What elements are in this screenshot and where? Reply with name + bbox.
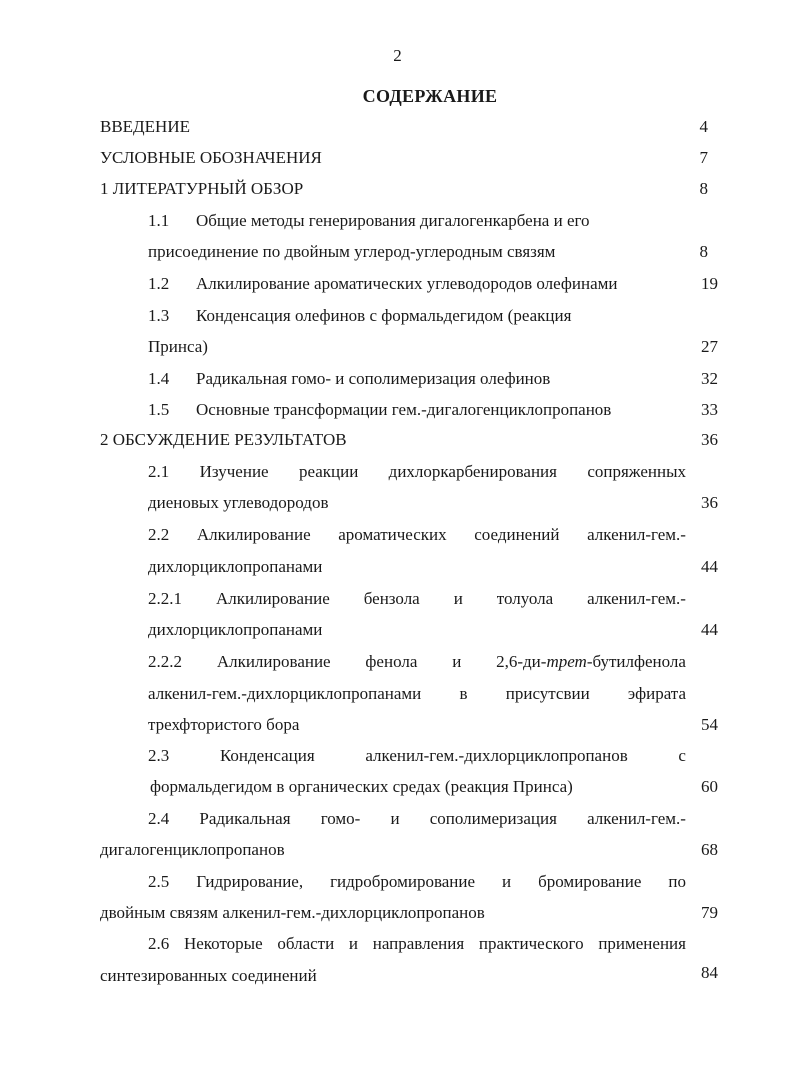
word: применения [598,934,686,953]
toc-entry-page: 19 [701,274,718,293]
toc-entry-number: 1.1 [148,211,170,230]
toc-entry-text-cont: присоединение по двойным углерод-углеродным связям [148,242,556,261]
word: дихлоркарбенирования [388,462,557,481]
toc-entry-page: 27 [701,337,718,356]
word: Гидрирование, [196,872,304,891]
word: алкенил-гем.-дихлорциклопропанов [365,746,628,765]
toc-entry-page: 68 [701,840,718,859]
toc-entry-number: 1.4 [148,369,170,388]
toc-entry-text [148,524,686,546]
toc-entry-page: 36 [701,430,718,449]
word: и [390,809,400,828]
word: бензола [363,589,420,608]
word: 2.2.1 [148,589,182,608]
word-part: 2,6-ди- [496,652,547,671]
word: практического [478,934,584,953]
toc-entry-text-cont: Принса) [148,337,208,356]
word: алкенил-гем.- [587,809,686,828]
word: направления [372,934,465,953]
word: алкенил-гем.-дихлорциклопропанами [148,684,422,703]
word: и [502,872,512,891]
toc-entry-text: ВВЕДЕНИЕ [100,117,190,136]
toc-entry-text [148,933,686,955]
word: Алкилирование [215,589,330,608]
toc-entry-text: Основные трансформации гем.-дигалогенциклопропанов [196,400,612,419]
toc-entry-text: Алкилирование ароматических углеводородов олефинами [196,274,618,293]
toc-entry-number: 1.2 [148,274,170,293]
word: в [459,684,468,703]
toc-entry-page: 8 [699,179,708,198]
toc-entry-text-cont: диеновых углеводородов [148,493,329,512]
toc-entry-text [148,461,686,483]
toc-entry-page: 4 [699,117,708,136]
toc-entry-page: 36 [701,493,718,512]
word: реакции [298,462,359,481]
word: 2.6 [148,934,170,953]
toc-entry-text-cont: дигалогенциклопропанов [100,840,285,859]
word: по [668,872,686,891]
toc-entry-page: 60 [701,777,718,796]
toc-entry-text: 1 ЛИТЕРАТУРНЫЙ ОБЗОР [100,179,304,198]
page-number: 2 [393,46,402,65]
toc-entry-text-cont: формальдегидом в органических средах (реакция Принса) [150,777,573,796]
word: бромирование [538,872,642,891]
toc-entry-text: УСЛОВНЫЕ ОБОЗНАЧЕНИЯ [100,148,322,167]
toc-entry-text [148,745,686,767]
word: эфирата [627,684,686,703]
toc-entry-text-cont: трехфтористого бора [148,715,300,734]
word: Изучение [199,462,269,481]
word: сополимеризация [429,809,557,828]
word: Радикальная [199,809,291,828]
toc-entry-text: Общие методы генерирования дигалогенкарбена и его [196,211,590,230]
word: ароматических [338,525,447,544]
word: Алкилирование [196,525,311,544]
toc-entry-page: 8 [699,242,708,261]
word: и [452,652,462,671]
word: 2.1 [148,462,170,481]
italic-term: трет [546,652,587,671]
toc-entry-text-cont: синтезированных соединений [100,966,317,985]
toc-entry-page: 33 [701,400,718,419]
toc-entry-number: 1.3 [148,306,170,325]
toc-entry-text [148,588,686,610]
word: 2.2 [148,525,170,544]
word: соединений [474,525,560,544]
toc-entry-page: 84 [701,963,718,982]
word: присутсвии [505,684,590,703]
toc-entry-text [148,808,686,830]
toc-entry-text [148,651,686,673]
toc-entry-number: 1.5 [148,400,170,419]
word: 2.2.2 [148,652,182,671]
word: и [453,589,463,608]
toc-entry-text-cont: дихлорциклопропанами [148,620,323,639]
toc-entry-text-cont [148,683,686,705]
toc-entry-page: 79 [701,903,718,922]
toc-entry-page: 54 [701,715,718,734]
word: толуола [496,589,554,608]
toc-entry-page: 32 [701,369,718,388]
word: алкенил-гем.- [587,589,686,608]
word: 2.3 [148,746,170,765]
word: и [348,934,359,953]
word: области [277,934,335,953]
word: гидробромирование [330,872,476,891]
word: гомо- [320,809,361,828]
word: с [678,746,686,765]
word: Конденсация [219,746,315,765]
word: алкенил-гем.- [587,525,686,544]
word-part: -бутилфенола [586,652,686,671]
word: сопряженных [587,462,686,481]
toc-entry-text: 2 ОБСУЖДЕНИЕ РЕЗУЛЬТАТОВ [100,430,347,449]
toc-entry-text [148,871,686,893]
toc-entry-text-cont: двойным связям алкенил-гем.-дихлорциклопропанов [100,903,485,922]
word: Алкилирование [216,652,331,671]
word: Некоторые [183,934,263,953]
toc-entry-text: Радикальная гомо- и сополимеризация олефинов [196,369,551,388]
toc-entry-text: Конденсация олефинов с формальдегидом (реакция [196,306,572,325]
word [496,651,686,673]
toc-entry-page: 44 [701,620,718,639]
toc-entry-text-cont: дихлорциклопропанами [148,557,323,576]
page-title: СОДЕРЖАНИЕ [362,86,498,106]
word: фенола [365,652,418,671]
toc-entry-page: 7 [699,148,708,167]
toc-entry-page: 44 [701,557,718,576]
word: 2.4 [148,809,170,828]
word: 2.5 [148,872,170,891]
